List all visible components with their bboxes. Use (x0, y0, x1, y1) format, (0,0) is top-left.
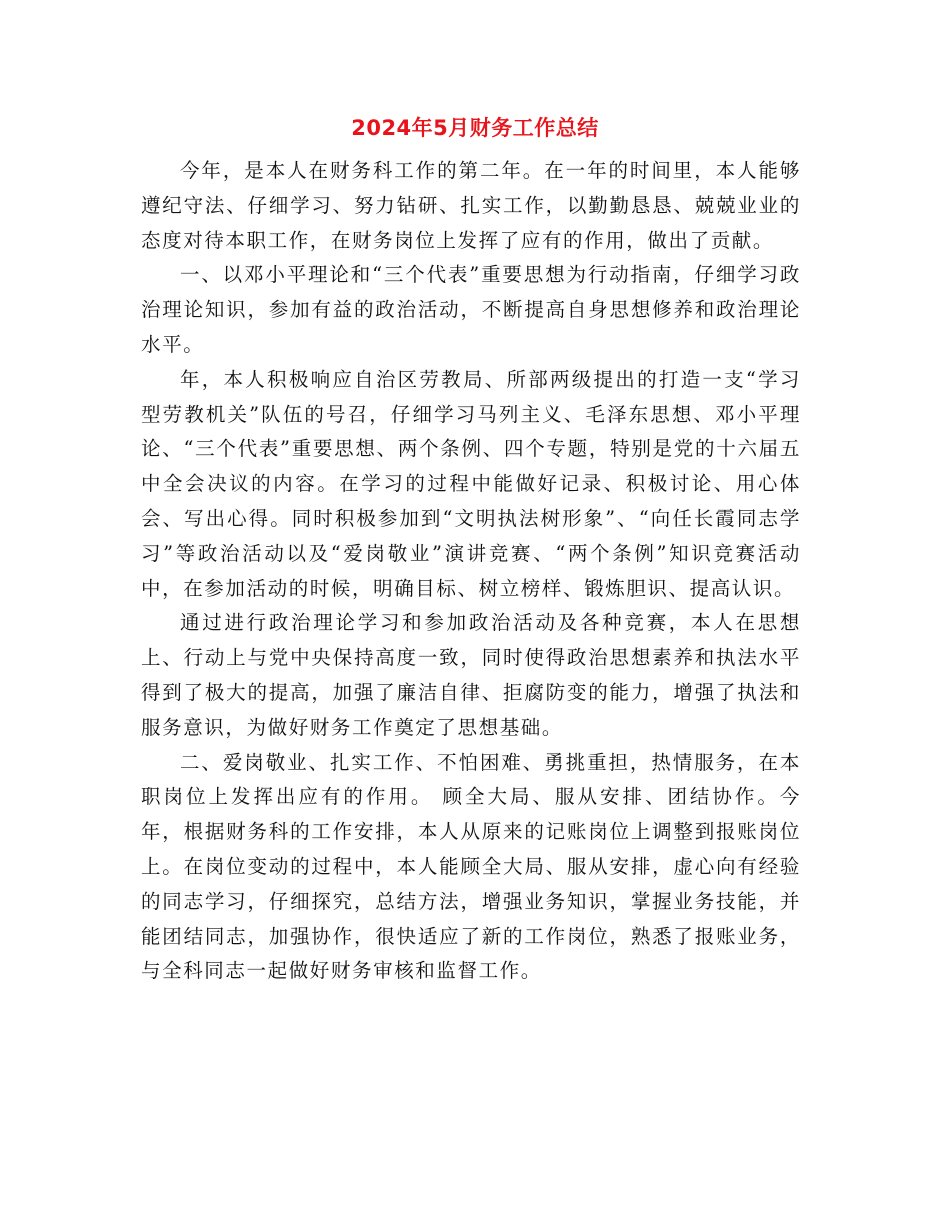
paragraph-study-activities: 年，本人积极响应自治区劳教局、所部两级提出的打造一支“学习型劳教机关”队伍的号召，仔细学习马列主义、毛泽东思想、邓小平理论、“三个代表”重要思想、两个条例、四个专题，特别是党的十六届五中全会决议的内容。在学习的过程中能做好记录、积极讨论、用心体会、写出心得。同时积极参加到“文明执法树形象”、“向任长霞同志学习”等政治活动以及“爱岗敬业”演讲竞赛、“两个条例”知识竞赛活动中，在参加活动的时候，明确目标、树立榜样、锻炼胆识、提高认识。 (141, 367, 801, 600)
paragraph-intro: 今年，是本人在财务科工作的第二年。在一年的时间里，本人能够遵纪守法、仔细学习、努力钻研、扎实工作，以勤勤恳恳、兢兢业业的态度对待本职工作，在财务岗位上发挥了应有的作用，做出了贡献。 (141, 159, 801, 252)
paragraph-section-one-heading: 一、以邓小平理论和“三个代表”重要思想为行动指南，仔细学习政治理论知识，参加有益的政治活动，不断提高自身思想修养和政治理论水平。 (141, 263, 801, 356)
document-body (141, 154, 801, 989)
document-title: 2024年5月财务工作总结 (351, 116, 599, 140)
paragraph-section-two: 二、爱岗敬业、扎实工作、不怕困难、勇挑重担，热情服务，在本职岗位上发挥出应有的作用。 顾全大局、服从安排、团结协作。今年，根据财务科的工作安排，本人从原来的记账岗位上调整到报账岗位上。在岗位变动的过程中，本人能顾全大局、服从安排，虚心向有经验的同志学习，仔细探究，总结方法，增强业务知识，掌握业务技能，并能团结同志，加强协作，很快适应了新的工作岗位，熟悉了报账业务，与全科同志一起做好财务审核和监督工作。 (141, 750, 801, 983)
paragraph-study-results: 通过进行政治理论学习和参加政治活动及各种竞赛，本人在思想上、行动上与党中央保持高度一致，同时使得政治思想素养和执法水平得到了极大的提高，加强了廉洁自律、拒腐防变的能力，增强了执法和服务意识，为做好财务工作奠定了思想基础。 (141, 611, 801, 739)
